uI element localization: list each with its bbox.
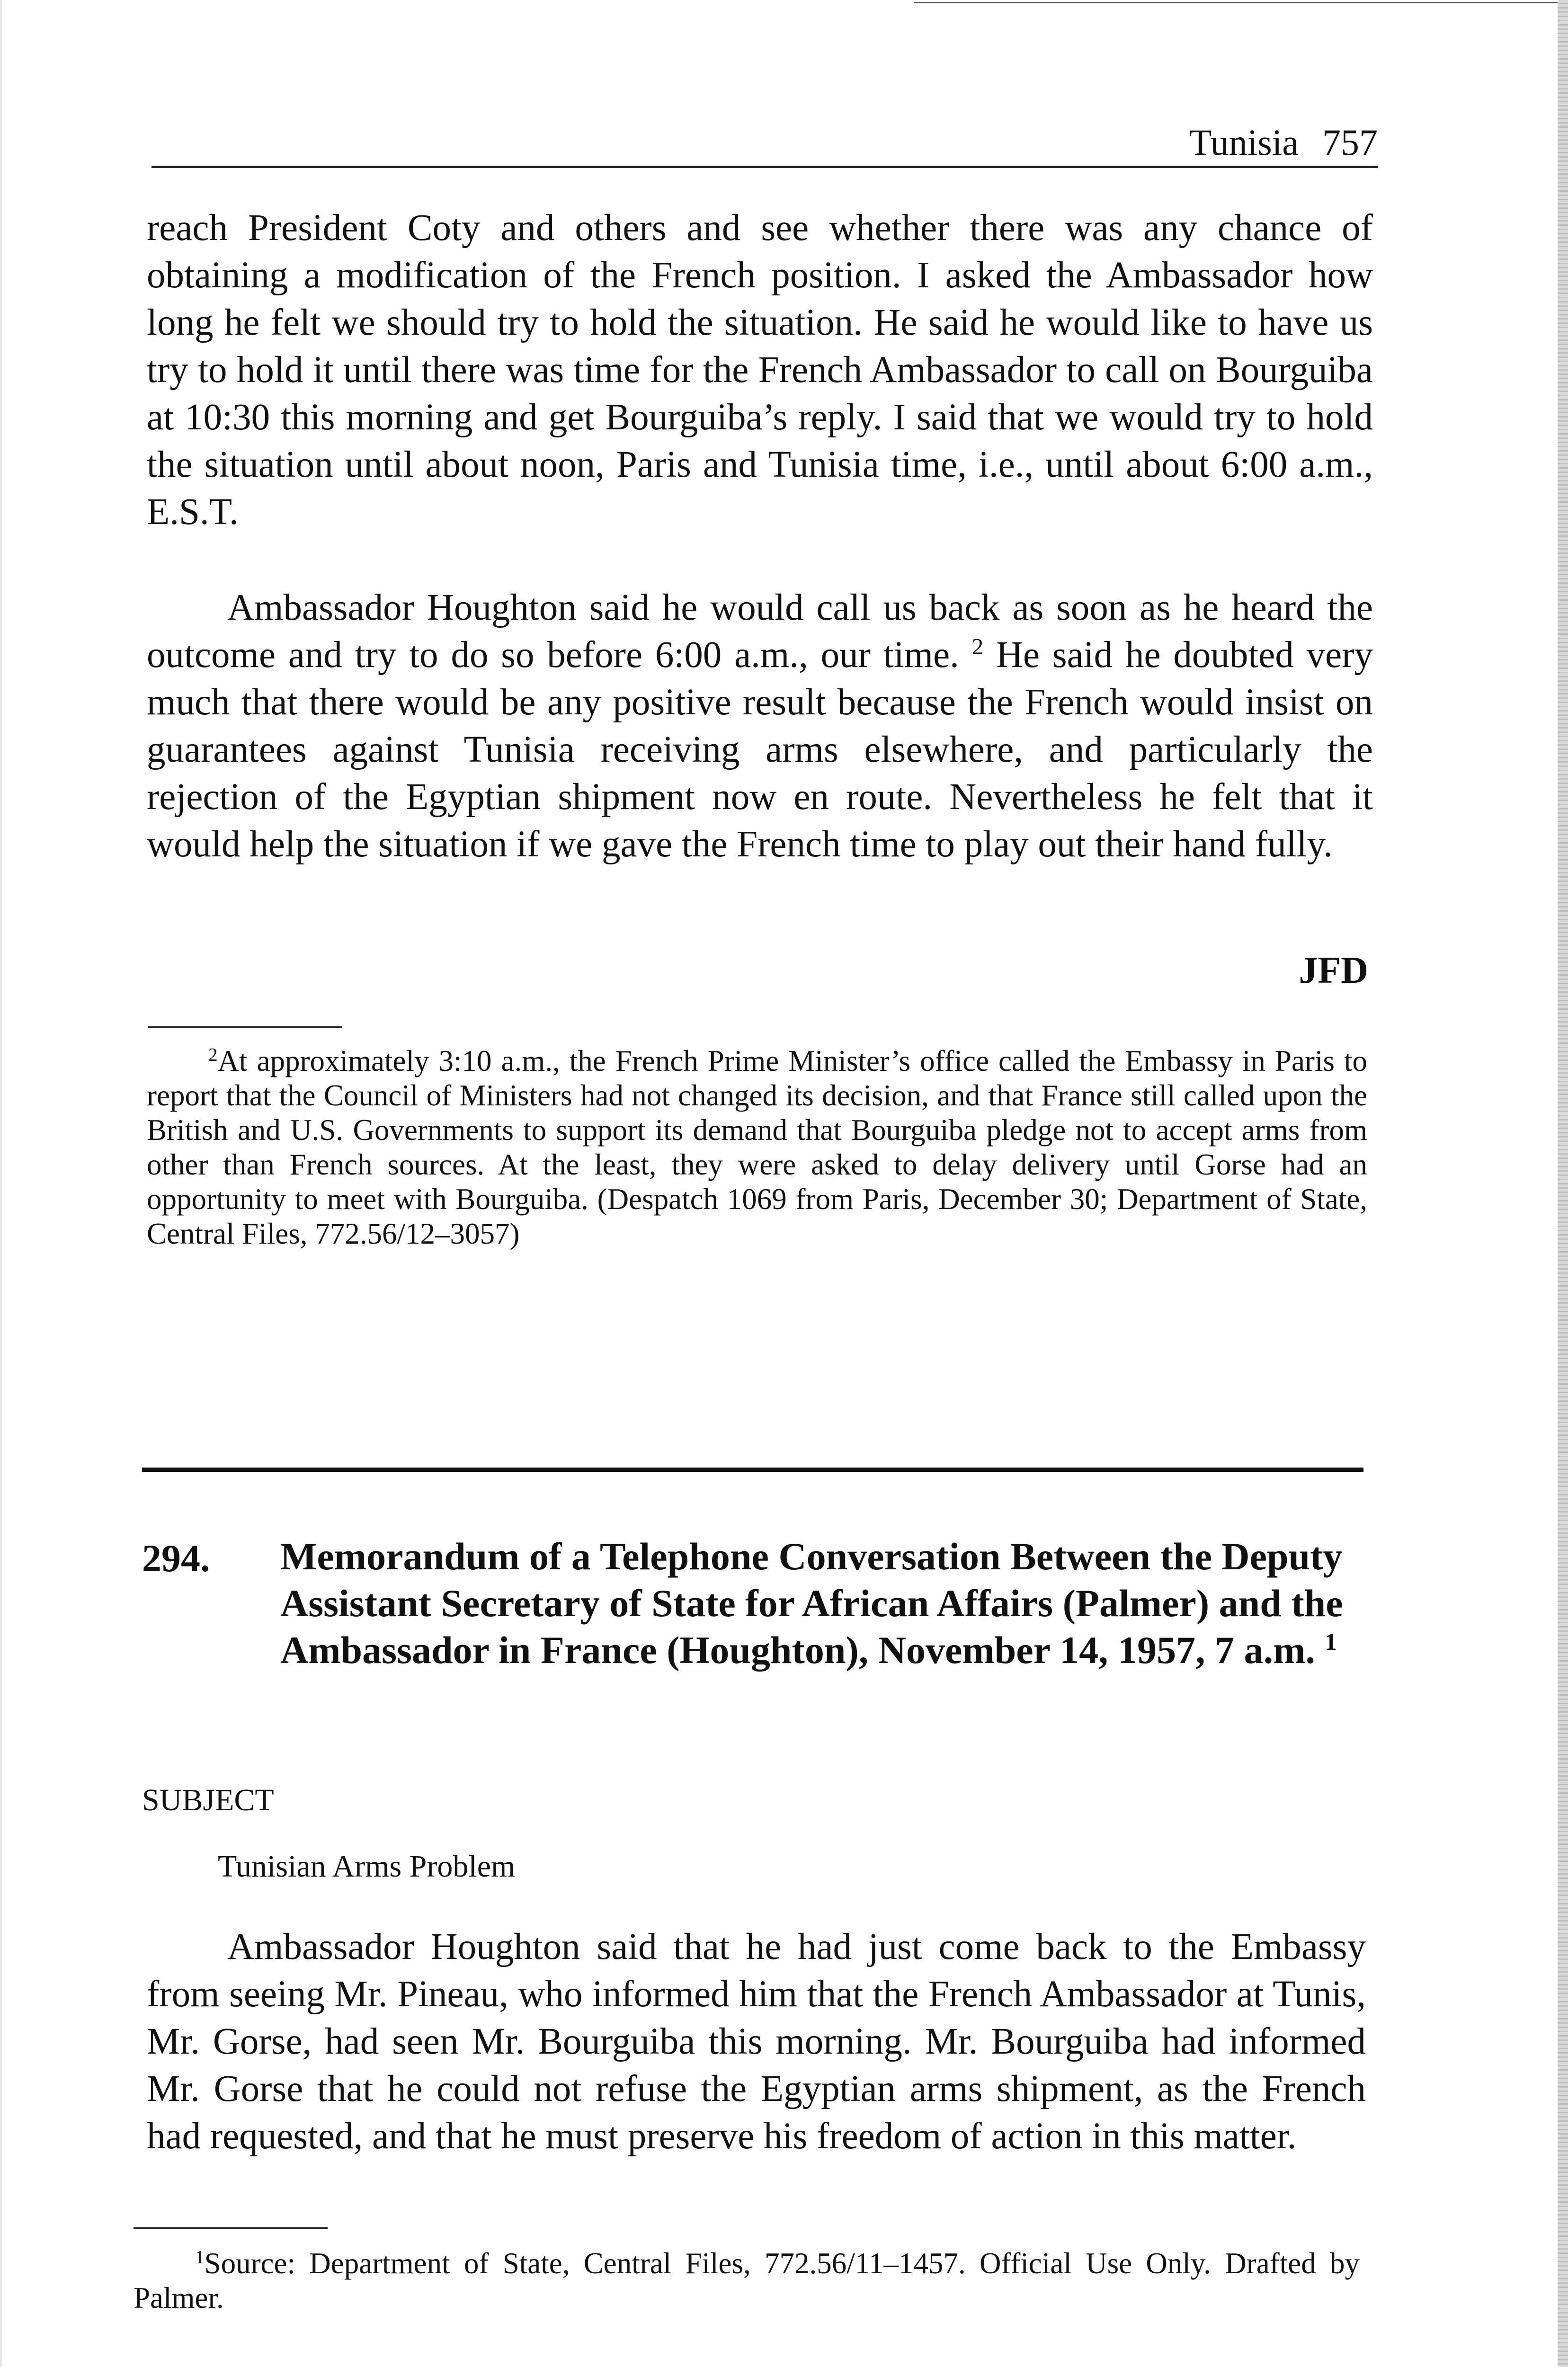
signature-initials: JFD — [1299, 950, 1368, 991]
running-title: Tunisia — [1189, 122, 1299, 163]
running-header — [151, 118, 1378, 168]
document-title — [280, 1533, 1364, 1673]
continued-paragraph-1: reach President Coty and others and see whether there was any chance of obtaining a modification of the French position. I asked the Ambassador how long he felt we should try to hold the situation. He said he would like to have us try to hold it until there was time for the French Ambassador to call on Bourguiba at 10:30 this morning and get Bourguiba’s reply. I said that we would try to hold the situation until about noon, Paris and Tunisia time, i.e., until about 6:00 a.m., E.S.T. — [147, 207, 1373, 533]
subject-label: SUBJECT — [142, 1783, 274, 1817]
page-edge-left — [0, 0, 2, 2367]
paragraph-2-text-before-ref: Ambassador Houghton said he would call us back as soon as he heard the outcome and try to do so before 6:00 a.m., our time. — [147, 587, 1373, 676]
continued-paragraph-2 — [147, 584, 1373, 868]
footnote-1 — [134, 2246, 1360, 2315]
document-title-text: Memorandum of a Telephone Conversation Between the Deputy Assistant Secretary of State for African Affairs (Palmer) and the Ambassador in France (Houghton), November 14, 1957, 7 a.m. — [280, 1535, 1343, 1672]
document-paragraph-1: Ambassador Houghton said that he had just come back to the Embassy from seeing Mr. Pineau, who informed him that the French Ambassador at Tunis, Mr. Gorse, had seen Mr. Bourguiba this morning. Mr. Bourguiba had informed Mr. Gorse that he could not refuse the Egyptian arms shipment, as the French had requested, and that he must preserve his freedom of action in this matter. — [147, 1926, 1366, 2157]
footnote-2-text: At approximately 3:10 a.m., the French Prime Minister’s office called the Embassy in Paris to report that the Council of Ministers had not changed its decision, and that France still called upon the British and U.S. Governments to support its demand that Bourguiba pledge not to accept arms from other than French sources. At the least, they were asked to delay delivery until Gorse had an opportunity to meet with Bourguiba. (Despatch 1069 from Paris, December 30; Department of State, Central Files, 772.56/12–3057) — [147, 1044, 1367, 1250]
document-number: 294. — [142, 1537, 210, 1580]
footnote-ref-2[interactable]: 2 — [971, 633, 984, 660]
footnote-1-marker: 1 — [195, 2247, 205, 2268]
page-edge-right — [1558, 0, 1568, 2367]
page-edge-top — [914, 2, 1568, 3]
section-divider — [142, 1468, 1363, 1472]
page-number: 757 — [1322, 122, 1378, 163]
footnote-1-text: Source: Department of State, Central Files, 772.56/11–1457. Official Use Only. Drafted by Palmer. — [134, 2247, 1360, 2314]
subject-value: Tunisian Arms Problem — [218, 1849, 516, 1884]
paragraph-2-text-after-ref: He said he doubted very much that there would be any positive result because the French would insist on guarantees against Tunisia receiving arms elsewhere, and particularly the rejection of the Egyptian shipment now en route. Nevertheless he felt that it would help the situation if we gave the French time to play out their hand fully. — [147, 634, 1373, 865]
footnote-1-rule — [134, 2227, 328, 2229]
footnote-ref-1[interactable]: 1 — [1325, 1628, 1337, 1655]
footnote-2-marker: 2 — [208, 1044, 218, 1065]
footnote-2-rule — [148, 1026, 342, 1028]
footnote-2 — [147, 1044, 1367, 1251]
